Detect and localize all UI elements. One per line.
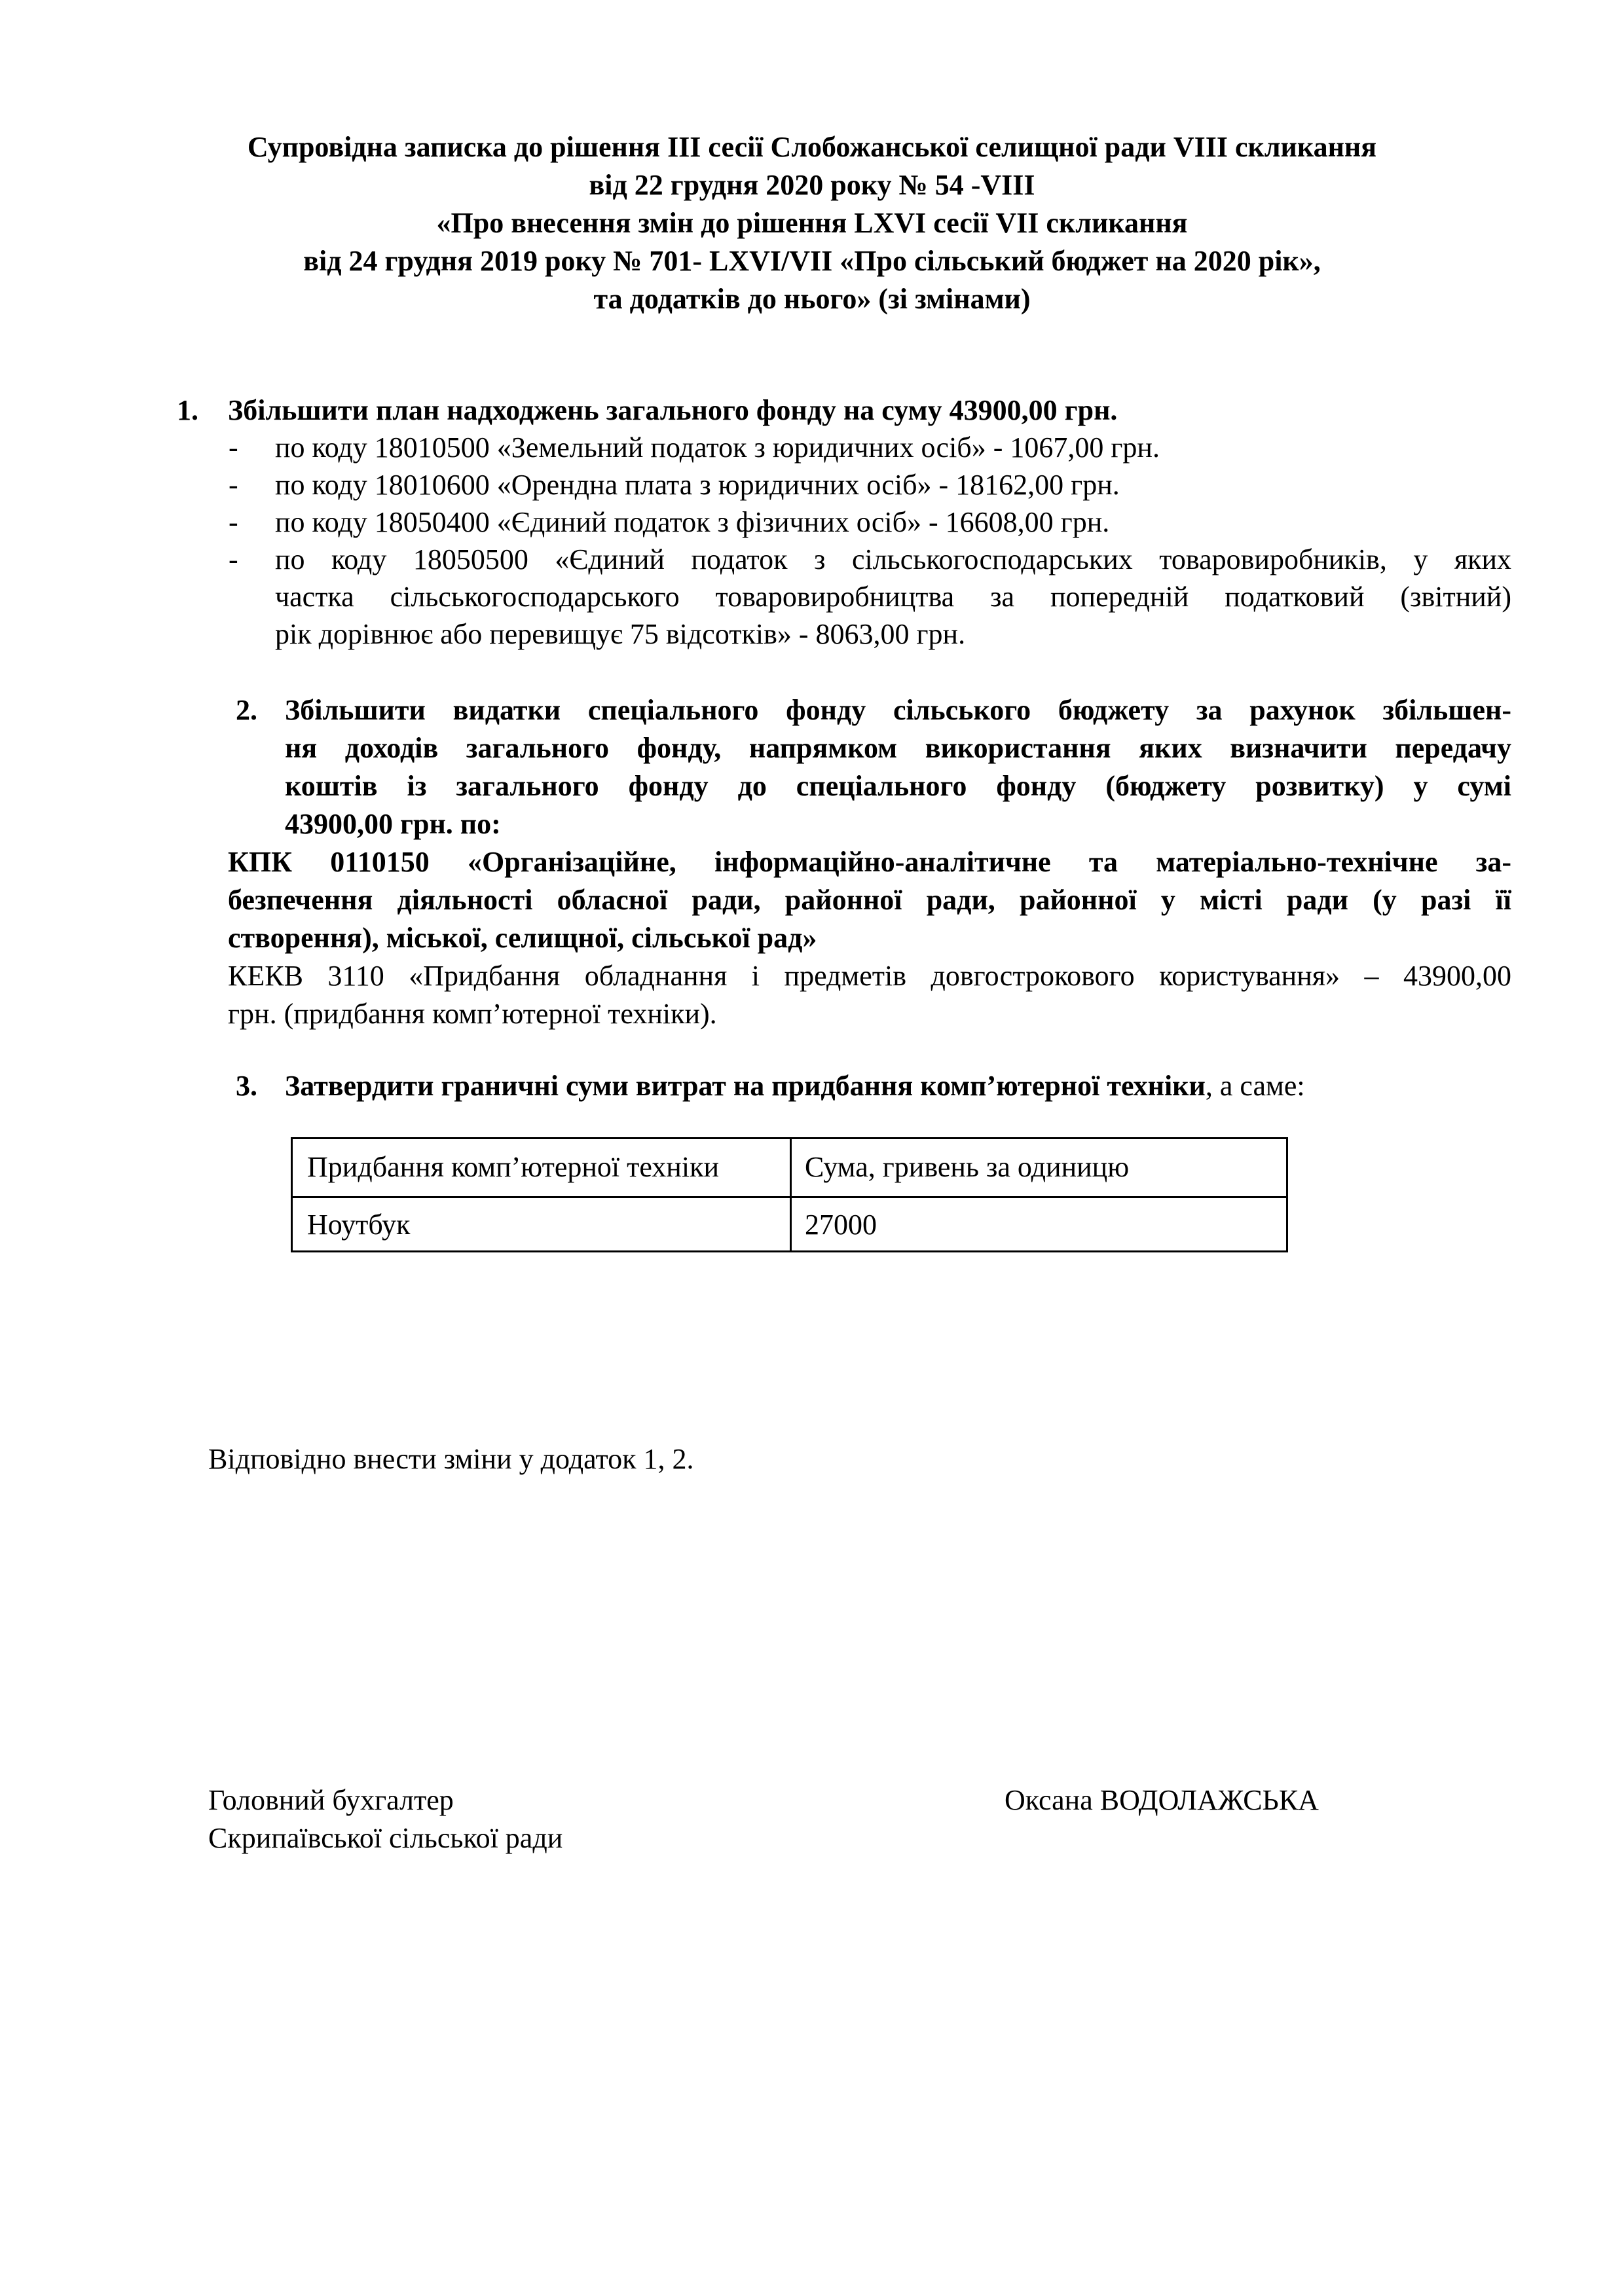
section1-item: по коду 18010600 «Орендна плата з юридичних осіб» - 18162,00 грн.: [275, 469, 1120, 501]
kekv-line: КЕКВ 3110 «Придбання обладнання і предметів довгострокового користування» – 43900,00: [228, 960, 1511, 992]
note-text: Відповідно внести зміни у додаток 1, 2.: [208, 1443, 694, 1475]
section2-title-line: Збільшити видатки спеціального фонду сільського бюджету за рахунок збільшен-: [285, 694, 1511, 726]
section3-title: [285, 1067, 1305, 1105]
kpk-line: безпечення діяльності обласної ради, районної ради, районної у місті ради (у разі її: [228, 884, 1511, 916]
kpk-line: створення), міської, селищної, сільської рад»: [228, 922, 817, 954]
kpk-line: КПК 0110150 «Організаційне, інформаційно-аналітичне та матеріально-технічне за-: [228, 846, 1511, 878]
section1-item: по коду 18010500 «Земельний податок з юридичних осіб» - 1067,00 грн.: [275, 431, 1160, 464]
section3-title-rest: , а саме:: [1205, 1070, 1305, 1102]
section2-number: 2.: [236, 694, 257, 726]
section2-title-line: коштів із загального фонду до спеціального фонду (бюджету розвитку) у сумі: [285, 770, 1511, 802]
section1-item-line: по коду 18050500 «Єдиний податок з сільськогосподарських товаровиробників, у яких: [275, 543, 1511, 575]
section2-title-line: ня доходів загального фонду, напрямком використання яких визначити передачу: [285, 732, 1511, 764]
doc-title-line-2: від 22 грудня 2020 року № 54 -VIII: [589, 169, 1035, 201]
table-cell: Ноутбук: [307, 1209, 411, 1241]
section1-item-dash: -: [229, 543, 238, 575]
price-limit-table: [291, 1137, 1288, 1252]
signature-name: Оксана ВОДОЛАЖСЬКА: [1005, 1784, 1319, 1816]
doc-title-line-1: Супровідна записка до рішення ІІІ сесії Слобожанської селищної ради VIIІ скликання: [247, 131, 1377, 163]
table-cell: 27000: [805, 1209, 877, 1241]
section1-item-line: рік дорівнює або перевищує 75 відсотків» - 8063,00 грн.: [275, 618, 966, 650]
section2-title-line: 43900,00 грн. по:: [285, 808, 501, 840]
kekv-line: грн. (придбання комп’ютерної техніки).: [228, 998, 717, 1030]
section1-number: 1.: [177, 394, 198, 426]
doc-title-line-5: та додатків до нього» (зі змінами): [593, 283, 1031, 315]
doc-title-line-4: від 24 грудня 2019 року № 701- LXVI/VII «Про сільський бюджет на 2020 рік»,: [303, 245, 1321, 277]
section1-title: Збільшити план надходжень загального фонду на суму 43900,00 грн.: [228, 394, 1118, 426]
section1-item-dash: -: [229, 431, 238, 464]
table-divider-vertical: [790, 1139, 792, 1250]
signature-position-line-1: Головний бухгалтер: [208, 1784, 454, 1816]
section1-item: по коду 18050400 «Єдиний податок з фізичних осіб» - 16608,00 грн.: [275, 506, 1110, 538]
section3-number: 3.: [236, 1070, 257, 1102]
table-header-cell: Сума, гривень за одиницю: [805, 1151, 1130, 1183]
section1-item-dash: -: [229, 506, 238, 538]
section1-item-line: частка сільськогосподарського товаровиробництва за попередній податковий (звітний): [275, 581, 1511, 613]
signature-position-line-2: Скрипаївської сільської ради: [208, 1822, 563, 1854]
doc-title-line-3: «Про внесення змін до рішення LXVI сесії VII скликання: [436, 207, 1188, 239]
section3-title-bold: Затвердити граничні суми витрат на придбання комп’ютерної техніки: [285, 1070, 1206, 1102]
section1-item-dash: -: [229, 469, 238, 501]
table-header-cell: Придбання комп’ютерної техніки: [307, 1151, 719, 1183]
